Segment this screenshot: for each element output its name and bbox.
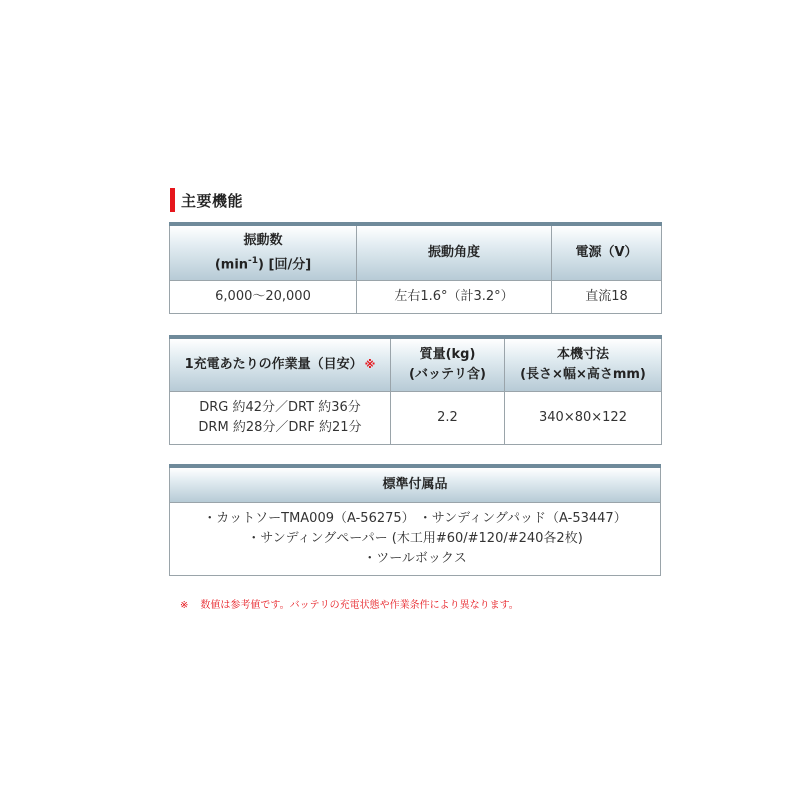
section-title-text: 主要機能 [181, 191, 244, 210]
cell-dimensions: 340×80×122 [505, 391, 662, 444]
header-accessories: 標準付属品 [170, 466, 661, 502]
spec-table-main [169, 222, 662, 314]
spec-table-workload [169, 335, 662, 445]
header-dims-line1: 本機寸法 [556, 346, 609, 362]
table-row [170, 391, 662, 444]
table-row [170, 502, 661, 575]
header-power: 電源（V） [552, 224, 662, 280]
cell-workload-line2: DRM 約28分／DRF 約21分 [198, 419, 362, 435]
header-dimensions [505, 337, 662, 391]
table-header-row [170, 224, 662, 280]
cell-angle: 左右1.6°（計3.2°） [357, 280, 552, 313]
footnote-text: 数値は参考値です。バッテリの充電状態や作業条件により異なります。 [200, 600, 519, 611]
header-workload-text: 1充電あたりの作業量（目安） [184, 356, 363, 372]
table-row [170, 280, 662, 313]
list-item: ・ツールボックス [363, 550, 467, 566]
cell-mass: 2.2 [391, 391, 505, 444]
header-vibration-label: 振動数 [243, 232, 283, 248]
unit-suffix: ) [回/分] [258, 256, 312, 272]
header-mass [391, 337, 505, 391]
spec-table-accessories [169, 464, 661, 576]
title-accent-bar [170, 188, 175, 212]
list-item: ・カットソーTMA009（A-56275） ・サンディングパッド（A-53447） [203, 510, 627, 526]
footnote-mark: ※ [180, 600, 189, 611]
header-angle: 振動角度 [357, 224, 552, 280]
unit-prefix: (min [214, 256, 249, 272]
header-vibration-unit [174, 251, 352, 275]
header-mass-line1: 質量(kg) [419, 346, 476, 362]
footnote [180, 596, 519, 611]
list-item: ・サンディングペーパー (木工用#60/#120/#240各2枚) [247, 530, 583, 546]
cell-vibration: 6,000～20,000 [170, 280, 357, 313]
table-header-row [170, 337, 662, 391]
section-title [170, 188, 243, 212]
table-header-row [170, 466, 661, 502]
cell-power: 直流18 [552, 280, 662, 313]
header-mass-line2: (バッテリ含) [409, 366, 486, 382]
note-mark: ※ [364, 357, 376, 371]
header-dims-line2: (長さ×幅×高さmm) [520, 366, 646, 382]
cell-workload-line1: DRG 約42分／DRT 約36分 [199, 399, 361, 415]
header-workload [170, 337, 391, 391]
cell-accessories [170, 502, 661, 575]
cell-workload [170, 391, 391, 444]
unit-superscript: -1 [248, 255, 259, 266]
header-vibration [170, 224, 357, 280]
